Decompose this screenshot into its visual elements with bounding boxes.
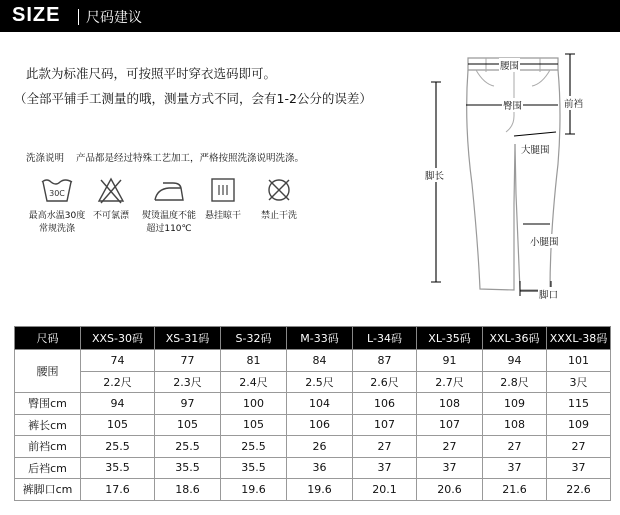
care-caption: 悬挂晾干 xyxy=(204,211,241,221)
table-cell: 3尺 xyxy=(547,371,611,393)
hang-dry-icon xyxy=(208,176,238,204)
table-cell: 97 xyxy=(155,393,221,415)
table-cell: 94 xyxy=(81,393,155,415)
diagram-label-calf: 小腿围 xyxy=(529,234,560,248)
table-cell: 101 xyxy=(547,350,611,372)
table-cell: 19.6 xyxy=(221,479,287,501)
diagram-label-front-rise: 前裆 xyxy=(563,96,584,110)
table-cell: 37 xyxy=(547,457,611,479)
size-column-header: XXL-36码 xyxy=(483,327,547,350)
table-cell: 26 xyxy=(287,436,353,458)
table-cell: 27 xyxy=(417,436,483,458)
table-cell: 35.5 xyxy=(81,457,155,479)
table-cell: 105 xyxy=(155,414,221,436)
table-cell: 109 xyxy=(547,414,611,436)
table-cell: 2.4尺 xyxy=(221,371,287,393)
table-cell: 35.5 xyxy=(155,457,221,479)
table-cell: 27 xyxy=(547,436,611,458)
table-cell: 20.6 xyxy=(417,479,483,501)
table-row xyxy=(15,393,611,415)
diagram-label-thigh: 大腿围 xyxy=(520,142,551,156)
table-cell: 22.6 xyxy=(547,479,611,501)
care-item-no-bleach xyxy=(86,176,136,223)
table-cell: 106 xyxy=(287,414,353,436)
table-row xyxy=(15,479,611,501)
table-cell: 35.5 xyxy=(221,457,287,479)
size-column-header: XXXL-38码 xyxy=(547,327,611,350)
pants-measurement-diagram xyxy=(410,44,620,304)
no-bleach-icon xyxy=(96,176,126,204)
table-cell: 25.5 xyxy=(221,436,287,458)
size-column-header: XL-35码 xyxy=(417,327,483,350)
care-caption: 常规洗涤 xyxy=(38,224,75,234)
diagram-label-waist: 腰围 xyxy=(499,58,520,72)
table-cell: 20.1 xyxy=(353,479,417,501)
table-row xyxy=(15,371,611,393)
diagram-label-length: 脚长 xyxy=(424,168,445,182)
table-cell: 94 xyxy=(483,350,547,372)
table-cell: 106 xyxy=(353,393,417,415)
table-cell: 105 xyxy=(81,414,155,436)
size-heading: SIZE xyxy=(12,4,61,26)
diagram-label-hip: 臀围 xyxy=(502,98,523,112)
table-cell: 2.8尺 xyxy=(483,371,547,393)
table-cell: 17.6 xyxy=(81,479,155,501)
care-item-iron xyxy=(134,176,204,236)
care-item-no-dry-clean xyxy=(254,176,304,223)
table-row xyxy=(15,436,611,458)
table-cell: 2.3尺 xyxy=(155,371,221,393)
table-cell: 109 xyxy=(483,393,547,415)
table-cell: 2.5尺 xyxy=(287,371,353,393)
size-advice-title: 尺码建议 xyxy=(86,10,142,26)
table-cell: 108 xyxy=(483,414,547,436)
table-cell: 100 xyxy=(221,393,287,415)
care-item-wash xyxy=(22,176,92,236)
size-column-header: M-33码 xyxy=(287,327,353,350)
table-cell: 107 xyxy=(417,414,483,436)
table-header-row xyxy=(15,327,611,350)
table-cell: 27 xyxy=(483,436,547,458)
table-cell: 18.6 xyxy=(155,479,221,501)
table-cell: 37 xyxy=(353,457,417,479)
size-table xyxy=(14,326,611,501)
care-caption: 禁止干洗 xyxy=(260,211,297,221)
table-cell: 2.6尺 xyxy=(353,371,417,393)
table-cell: 84 xyxy=(287,350,353,372)
no-dry-clean-icon xyxy=(264,176,294,204)
care-caption: 熨烫温度不能 xyxy=(141,211,196,221)
table-cell: 25.5 xyxy=(81,436,155,458)
size-column-header: XXS-30码 xyxy=(81,327,155,350)
size-column-header: S-32码 xyxy=(221,327,287,350)
table-cell: 19.6 xyxy=(287,479,353,501)
size-column-header: XS-31码 xyxy=(155,327,221,350)
care-caption: 最高水温30度 xyxy=(28,211,86,221)
table-cell: 107 xyxy=(353,414,417,436)
table-cell: 87 xyxy=(353,350,417,372)
table-row xyxy=(15,414,611,436)
table-cell: 74 xyxy=(81,350,155,372)
intro-line-1: 此款为标准尺码，可按照平时穿衣选码即可。 xyxy=(26,66,277,81)
wash-30-icon xyxy=(40,176,74,204)
iron-icon xyxy=(151,176,187,204)
care-caption: 不可氯漂 xyxy=(92,211,129,221)
table-row xyxy=(15,350,611,372)
table-cell: 25.5 xyxy=(155,436,221,458)
table-cell: 21.6 xyxy=(483,479,547,501)
table-cell: 91 xyxy=(417,350,483,372)
washing-label: 洗涤说明 xyxy=(26,153,65,164)
row-label-hem: 裤脚口cm xyxy=(15,479,81,501)
row-label-length: 裤长cm xyxy=(15,414,81,436)
header-divider xyxy=(78,9,79,25)
intro-line-2: （全部平铺手工测量的哦，测量方式不同，会有1-2公分的误差） xyxy=(14,91,372,106)
table-cell: 37 xyxy=(417,457,483,479)
table-cell: 27 xyxy=(353,436,417,458)
wash-temp-label: 30C xyxy=(49,189,65,198)
washing-note: 产品都是经过特殊工艺加工，严格按照洗涤说明洗涤。 xyxy=(76,153,305,164)
table-cell: 2.7尺 xyxy=(417,371,483,393)
table-cell: 37 xyxy=(483,457,547,479)
row-label-front-rise: 前裆cm xyxy=(15,436,81,458)
table-cell: 77 xyxy=(155,350,221,372)
table-header-corner: 尺码 xyxy=(15,327,81,350)
table-cell: 108 xyxy=(417,393,483,415)
care-item-hang-dry xyxy=(198,176,248,223)
table-cell: 104 xyxy=(287,393,353,415)
diagram-label-hem: 脚口 xyxy=(538,287,559,301)
table-cell: 105 xyxy=(221,414,287,436)
care-caption: 超过110℃ xyxy=(146,224,192,234)
table-cell: 2.2尺 xyxy=(81,371,155,393)
table-cell: 115 xyxy=(547,393,611,415)
table-cell: 36 xyxy=(287,457,353,479)
row-label-back-rise: 后裆cm xyxy=(15,457,81,479)
header-bar xyxy=(0,0,620,32)
row-label-hip: 臀围cm xyxy=(15,393,81,415)
table-cell: 81 xyxy=(221,350,287,372)
table-row xyxy=(15,457,611,479)
row-label-waist: 腰围 xyxy=(15,350,81,393)
size-column-header: L-34码 xyxy=(353,327,417,350)
